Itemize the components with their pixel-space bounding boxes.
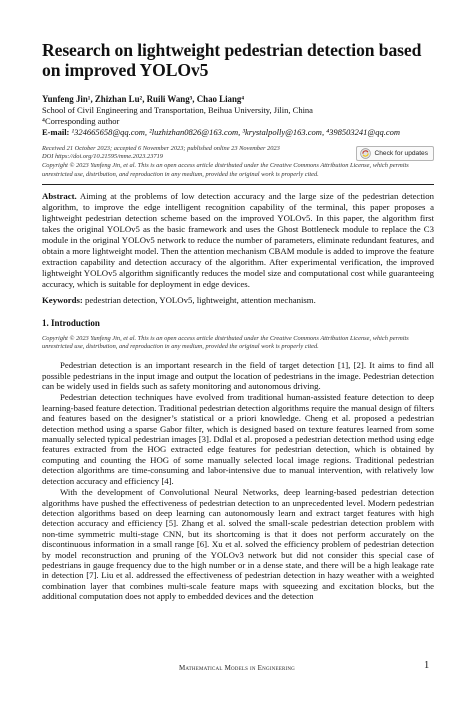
received-dates: Received 21 October 2023; accepted 6 November 2023; published online 23 November 2023 — [42, 145, 280, 152]
paper-title: Research on lightweight pedestrian detection based on improved YOLOv5 — [42, 40, 422, 80]
keywords-text: pedestrian detection, YOLOv5, lightweight, attention mechanism. — [85, 294, 316, 305]
abstract — [42, 191, 434, 290]
affiliation: School of Civil Engineering and Transportation, Beihua University, Jilin, China — [42, 105, 313, 115]
email-addresses[interactable]: ¹324665658@qq.com, ²luzhizhan0826@163.com, ³krystalpolly@163.com, ⁴398503241@qq.com — [71, 127, 401, 137]
page-number: 1 — [424, 660, 430, 671]
publication-meta — [42, 145, 434, 161]
email-line — [42, 127, 434, 138]
paper-content — [42, 40, 434, 602]
section-heading-introduction: 1. Introduction — [42, 317, 100, 328]
copyright-license-top: Copyright © 2023 Yunfeng Jin, et al. This is an open access article distributed under the Creative Commons Attribution License, which permits unrestricted use, distribution, and reproduction in any medium, provided the original work is properly cited. — [42, 162, 409, 178]
doi-link[interactable]: DOI https://doi.org/10.21595/mme.2023.23719 — [42, 153, 164, 161]
header-divider — [42, 184, 434, 185]
corresponding-author-note: ⁴Corresponding author — [42, 116, 120, 126]
keywords-label: Keywords: — [42, 294, 83, 305]
abstract-text: Aiming at the problems of low detection accuracy and the large size of the pedestrian detection algorithm, to improve the edge intelligent recognition capability of the terminal, this paper proposes a lightweight pedestrian detection scheme based on the improved YOLOv5. In this paper, the algorithm first takes the original YOLOv5 as the basic framework and uses the Ghost Bottleneck module to replace the C3 module in the original YOLOv5 network to reduce the number of parameters, eliminate redundant features, and obtain a more lightweight model. Then the attention mechanism CBAM module is added to improve the feature extraction capability and detection accuracy of the algorithm. After experimental verification, the improved lightweight YOLOv5 algorithm significantly reduces the model size and computational cost while guaranteeing accuracy, which is suitable for deployment in edge devices. — [42, 190, 434, 289]
intro-paragraph: Pedestrian detection is an important research in the field of target detection [1], [2]. It aims to find all possible pedestrians in the input image and output the location of pedestrians in the image. Pedestrian detection can be widely used in fields such as safety monitoring and autonomous driving. — [42, 360, 434, 392]
author-list: Yunfeng Jin¹, Zhizhan Lu², Ruili Wang³, Chao Liang⁴ — [42, 94, 245, 104]
email-label: E-mail: — [42, 127, 70, 137]
intro-paragraph: With the development of Convolutional Neural Networks, deep learning-based pedestrian detection algorithms have pushed the effectiveness of pedestrian detection to an unprecedented level. Modern pedestrian detection algorithms based on deep learning can autonomously learn and extract target features with high detection accuracy and efficiency [5]. Zhang et al. solved the small-scale pedestrian detection problem with non-time symmetric multi-stage CNN, but its shortcoming is that it does not perform accurately on the discontinuous information in a small range [6]. Xu et al. solved the efficiency problem of pedestrian detection by model reconstruction and pruning of the YOLOv3 network but did not consider this special case of pedestrians in gauge frequency due to the high number or in a dense state, and there will be a high leakage rate in detection [7]. Liu et al. addressed the effectiveness of pedestrian detection in hazy weather with a weighted combination layer that combines multi-scale feature maps with squeezing and excitation blocks, but the additional computation does not apply to embedded devices and the detection — [42, 487, 434, 602]
keywords — [42, 295, 434, 306]
check-for-updates-button[interactable] — [356, 146, 434, 161]
intro-paragraph: Pedestrian detection techniques have evolved from traditional human-assisted feature detection to deep learning-based feature detection. Traditional pedestrian detection algorithms require the manual design of filters and features based on the designer’s statistical or a priori knowledge. Cheng et al. proposed a pedestrian detection method using a sparse Gabor filter, which is designed based on texture features learned from some manually selected typical pedestrian images [3]. Ddlal et al. proposed a pedestrian detection method using edge features extracted from the HOG extracted edge features for pedestrian detection, which is obtained by computing and counting the HOG of some manually selected local image regions. Traditional pedestrian detection algorithms are time-consuming and labor-intensive due to manual intervention, with relatively low detection accuracy and efficiency [4]. — [42, 392, 434, 486]
copyright-note: Copyright © 2023 Yunfeng Jin, et al. This is an open access article distributed under the Creative Commons Attribution License, which permits unrestricted use, distribution, and reproduction in any medium, provided the original work is properly cited. — [42, 334, 409, 351]
abstract-label: Abstract. — [42, 190, 77, 201]
journal-footer: Mathematical Models in Engineering — [179, 664, 295, 672]
check-updates-icon — [360, 148, 371, 159]
check-updates-label: Check for updates — [374, 150, 428, 157]
